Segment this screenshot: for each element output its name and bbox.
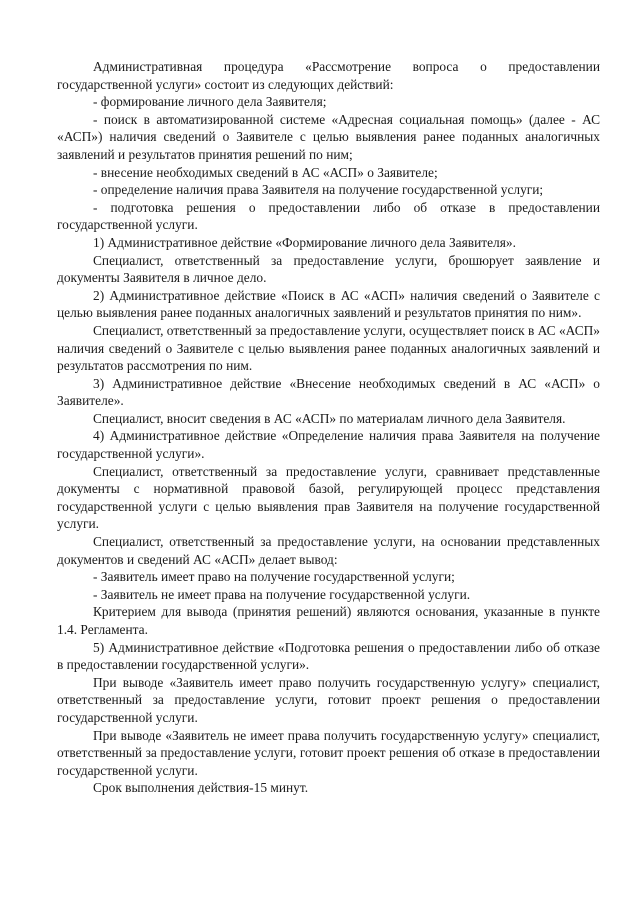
paragraph-body: Специалист, ответственный за предоставление услуги, сравнивает представленные документы с нормативной правовой базой, регулирующей процесс представления государственной услуги с целью выявления прав Заявителя на получение государственной услуги. <box>57 463 600 532</box>
paragraph-body: Специалист, вносит сведения в АС «АСП» по материалам личного дела Заявителя. <box>93 410 566 426</box>
paragraph-action-heading: 4) Административное действие «Определение наличия права Заявителя на получение государственной услуги». <box>57 428 600 462</box>
paragraph-action-heading: 2) Административное действие «Поиск в АС «АСП» наличия сведений о Заявителе с целью выявления ранее поданных аналогичных заявлений и результатов принятия по ним». <box>57 287 600 321</box>
paragraph-action-heading: 3) Административное действие «Внесение необходимых сведений в АС «АСП» о Заявителе». <box>57 375 600 409</box>
paragraph-body: Специалист, ответственный за предоставление услуги, брошюрует заявление и документы Заявителя в личное дело. <box>57 252 600 286</box>
paragraph-list-item: - определение наличия права Заявителя на получение государственной услуги; <box>93 182 544 198</box>
paragraph-body: Специалист, ответственный за предоставление услуги, на основании представленных документов и сведений АС «АСП» делает вывод: <box>57 534 600 567</box>
paragraph-body: При выводе «Заявитель не имеет права получить государственную услугу» специалист, ответственный за предоставление услуги, готовит проект решения об отказе в предоставлении государственной услуги. <box>57 727 600 778</box>
paragraph-list-item: - поиск в автоматизированной системе «Адресная социальная помощь» (далее - АС «АСП») наличия сведений о Заявителе с целью выявления ранее поданных аналогичных заявлений и результатов принятия решений по ним; <box>57 111 600 162</box>
paragraph-body: При выводе «Заявитель имеет право получить государственную услугу» специалист, ответственный за предоставление услуги, готовит проект решения о предоставлении государственной услуги. <box>57 674 600 725</box>
paragraph-list-item: - Заявитель не имеет права на получение государственной услуги. <box>93 586 471 602</box>
paragraph-list-item: - подготовка решения о предоставлении либо об отказе в предоставлении государственной услуги. <box>57 199 600 233</box>
paragraph-body: Критерием для вывода (принятия решений) являются основания, указанные в пункте 1.4. Регламента. <box>57 604 600 637</box>
paragraph-body: Специалист, ответственный за предоставление услуги, осуществляет поиск в АС «АСП» наличия сведений о Заявителе с целью выявления ранее поданных аналогичных заявлений и результатов рассмотрения по ним. <box>57 322 600 374</box>
paragraph-procedure-intro: Административная процедура «Рассмотрение вопроса о предоставлении государственной услуги» состоит из следующих действий: <box>57 59 600 92</box>
paragraph-list-item: - внесение необходимых сведений в АС «АСП» о Заявителе; <box>93 164 438 180</box>
paragraph-action-heading: 1) Административное действие «Формирование личного дела Заявителя». <box>93 234 516 250</box>
paragraph-list-item: - формирование личного дела Заявителя; <box>93 94 327 110</box>
paragraph-list-item: - Заявитель имеет право на получение государственной услуги; <box>93 569 455 585</box>
paragraph-deadline: Срок выполнения действия-15 минут. <box>93 780 309 796</box>
document-page <box>57 58 600 797</box>
paragraph-action-heading: 5) Административное действие «Подготовка решения о предоставлении либо об отказе в предоставлении государственной услуги». <box>57 639 600 673</box>
